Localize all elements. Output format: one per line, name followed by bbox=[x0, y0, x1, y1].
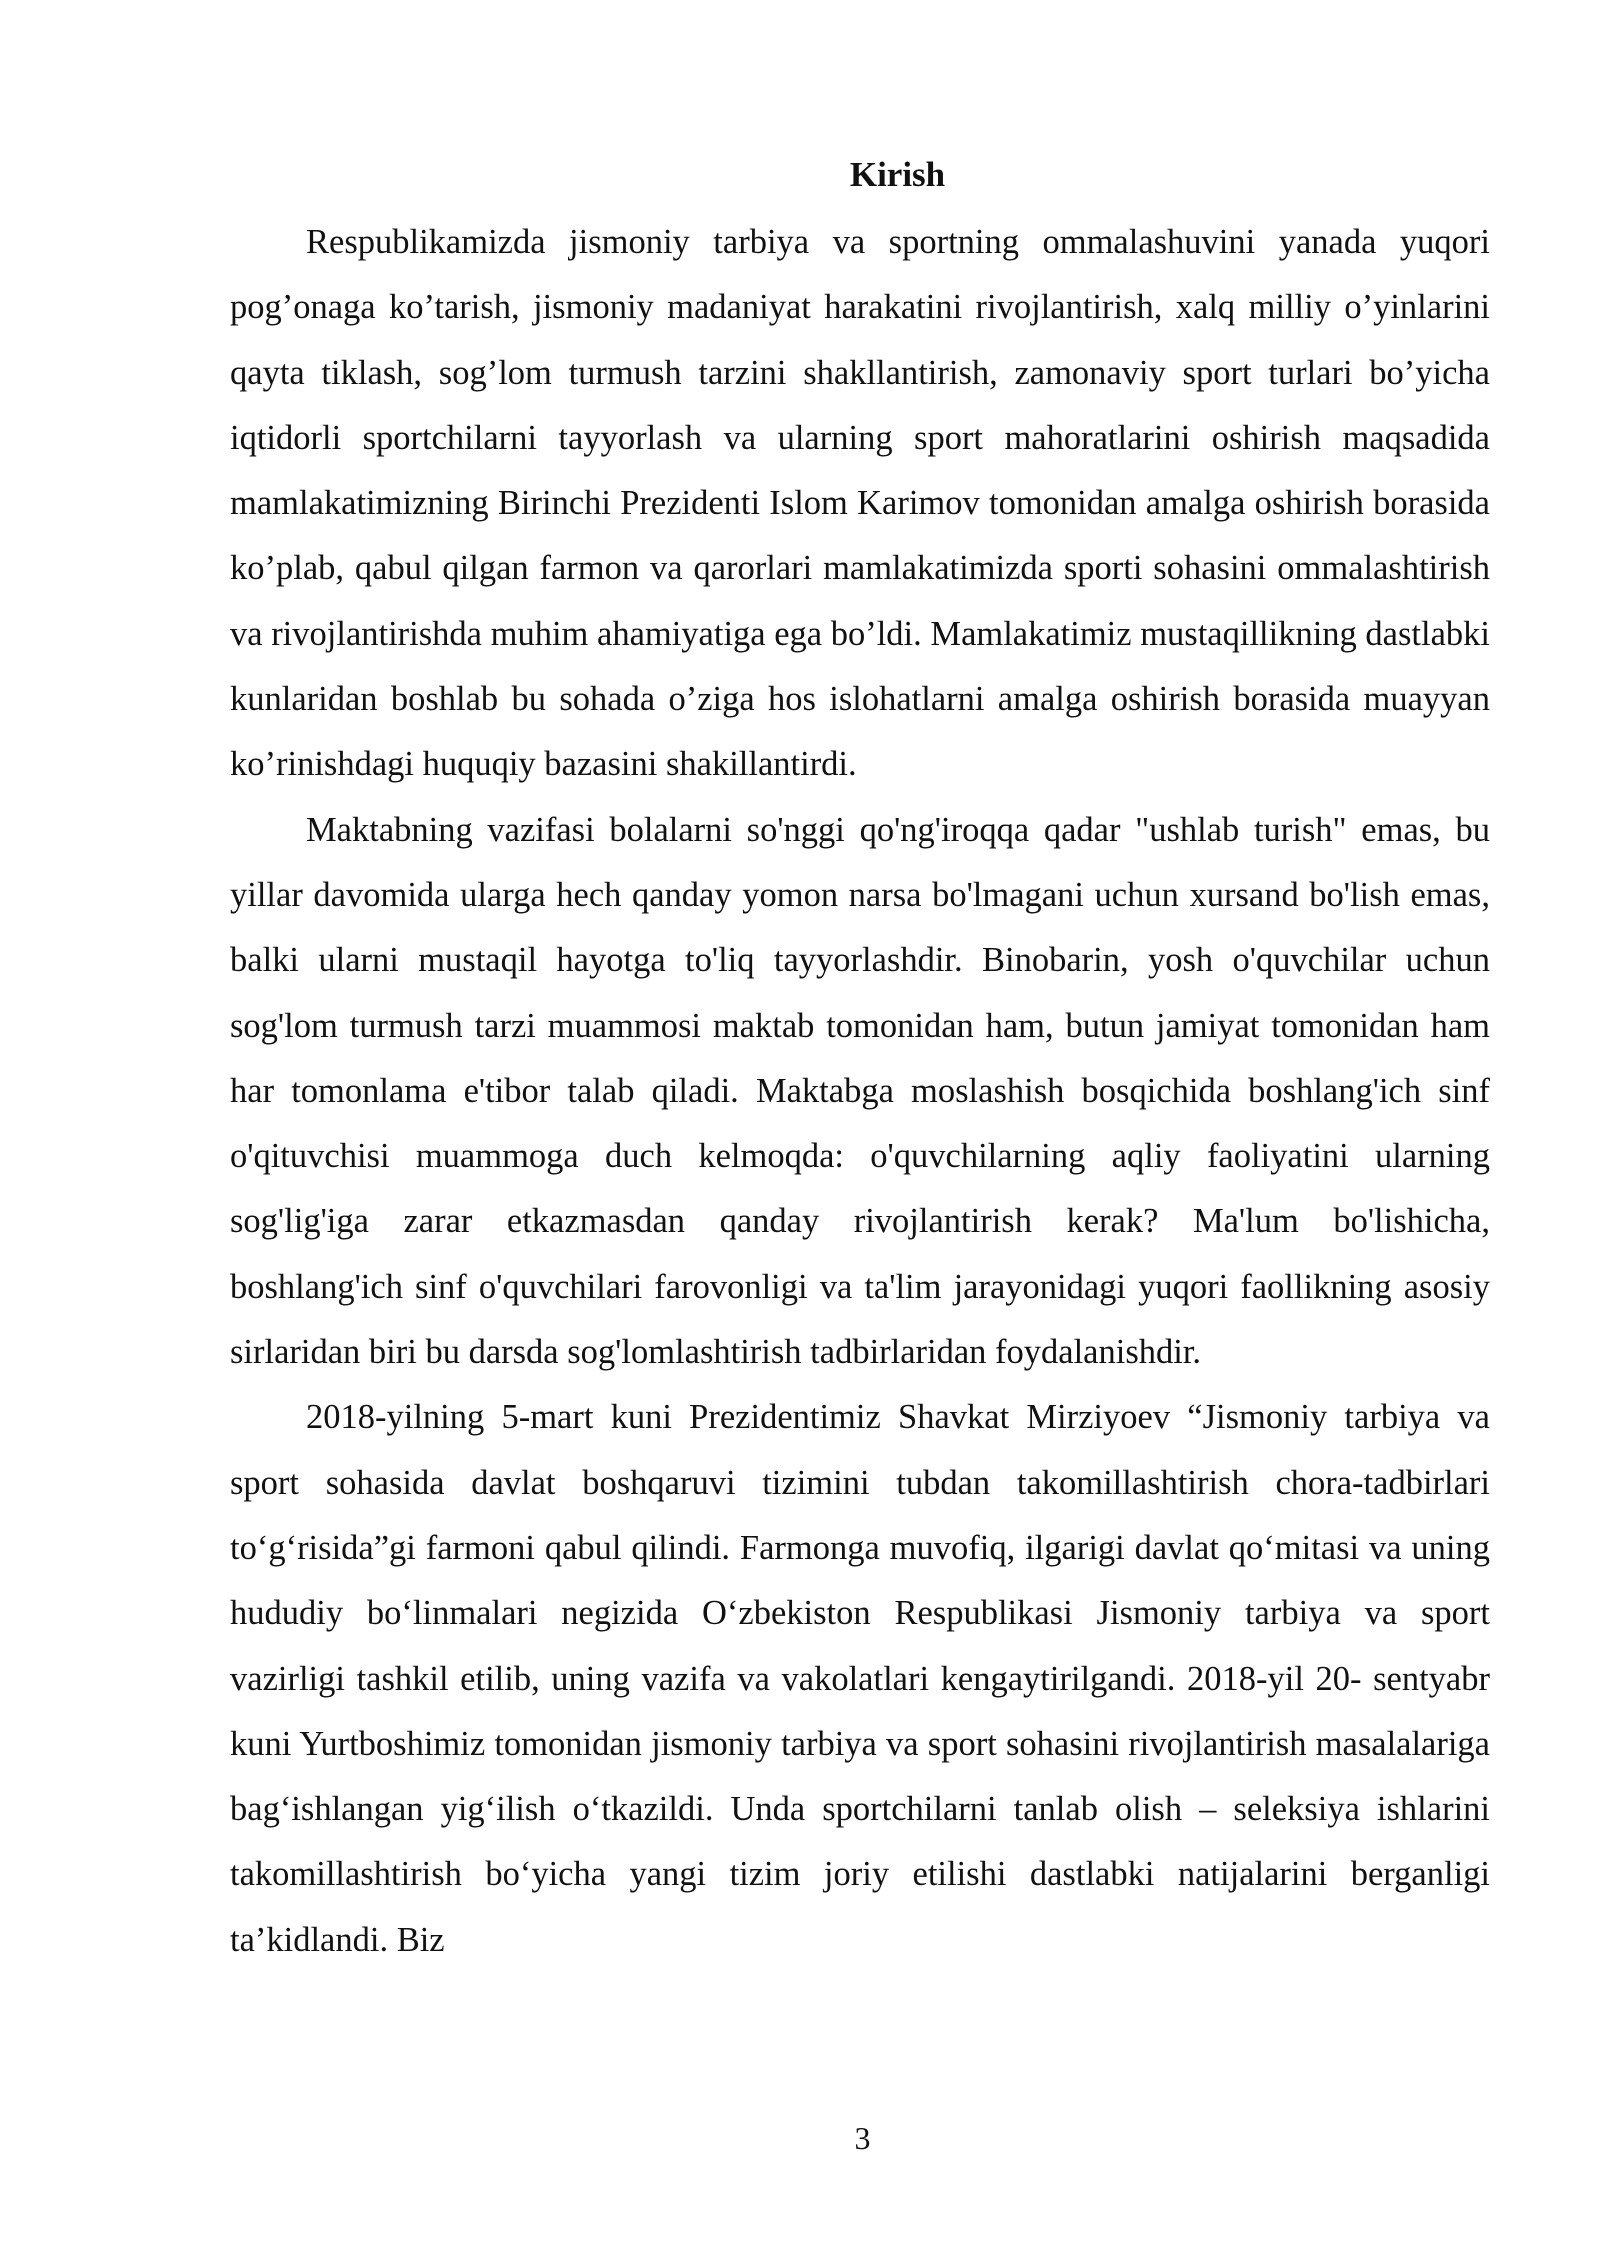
page-title: Kirish bbox=[849, 155, 946, 194]
paragraph-1: Respublikamizda jismoniy tarbiya va sportning ommalashuvini yanada yuqori pog’onaga ko’tarish, jismoniy madaniyat harakatini rivojlantirish, xalq milliy o’yinlarini qayta tiklash, sog’lom turmush tarzini shakllantirish, zamonaviy sport turlari bo’yicha iqtidorli sportchilarni tayyorlash va ularning sport mahoratlarini oshirish maqsadida mamlakatimizning Birinchi Prezidenti Islom Karimov tomonidan amalga oshirish borasida ko’plab, qabul qilgan farmon va qarorlari mamlakatimizda sporti sohasini ommalashtirish va rivojlantirishda muhim ahamiyatiga ega bo’ldi. Mamlakatimiz mustaqillikning dastlabki kunlaridan boshlab bu sohada o’ziga hos islohatlarni amalga oshirish borasida muayyan ko’rinishdagi huquqiy bazasini shakillantirdi. bbox=[230, 223, 1490, 784]
paragraph-3: 2018-yilning 5-mart kuni Prezidentimiz Shavkat Mirziyoev “Jismoniy tarbiya va sport sohasida davlat boshqaruvi tizimini tubdan takomillashtirish chora-tadbirlari to‘g‘risida”gi farmoni qabul qilindi. Farmonga muvofiq, ilgarigi davlat qo‘mitasi va uning hududiy bo‘linmalari negizida O‘zbekiston Respublikasi Jismoniy tarbiya va sport vazirligi tashkil etilib, uning vazifa va vakolatlari kengaytirilgandi. 2018-yil 20- sentyabr kuni Yurtboshimiz tomonidan jismoniy tarbiya va sport sohasini rivojlantirish masalalariga bag‘ishlangan yig‘ilish o‘tkazildi. Unda sportchilarni tanlab olish – seleksiya ishlarini takomillashtirish bo‘yicha yangi tizim joriy etilishi dastlabki natijalarini berganligi ta’kidlandi. Biz bbox=[230, 1398, 1490, 1959]
paragraph-2: Maktabning vazifasi bolalarni so'nggi qo'ng'iroqqa qadar "ushlab turish" emas, bu yillar davomida ularga hech qanday yomon narsa bo'lmagani uchun xursand bo'lish emas, balki ularni mustaqil hayotga to'liq tayyorlashdir. Binobarin, yosh o'quvchilar uchun sog'lom turmush tarzi muammosi maktab tomonidan ham, butun jamiyat tomonidan ham har tomonlama e'tibor talab qiladi. Maktabga moslashish bosqichida boshlang'ich sinf o'qituvchisi muammoga duch kelmoqda: o'quvchilarning aqliy faoliyatini ularning sog'lig'iga zarar etkazmasdan qanday rivojlantirish kerak? Ma'lum bo'lishicha, boshlang'ich sinf o'quvchilari farovonligi va ta'lim jarayonidagi yuqori faollikning asosiy sirlaridan biri bu darsda sog'lomlashtirish tadbirlaridan foydalanishdir. bbox=[230, 810, 1490, 1372]
page-number: 3 bbox=[854, 2120, 871, 2156]
body-text bbox=[230, 210, 1490, 1973]
